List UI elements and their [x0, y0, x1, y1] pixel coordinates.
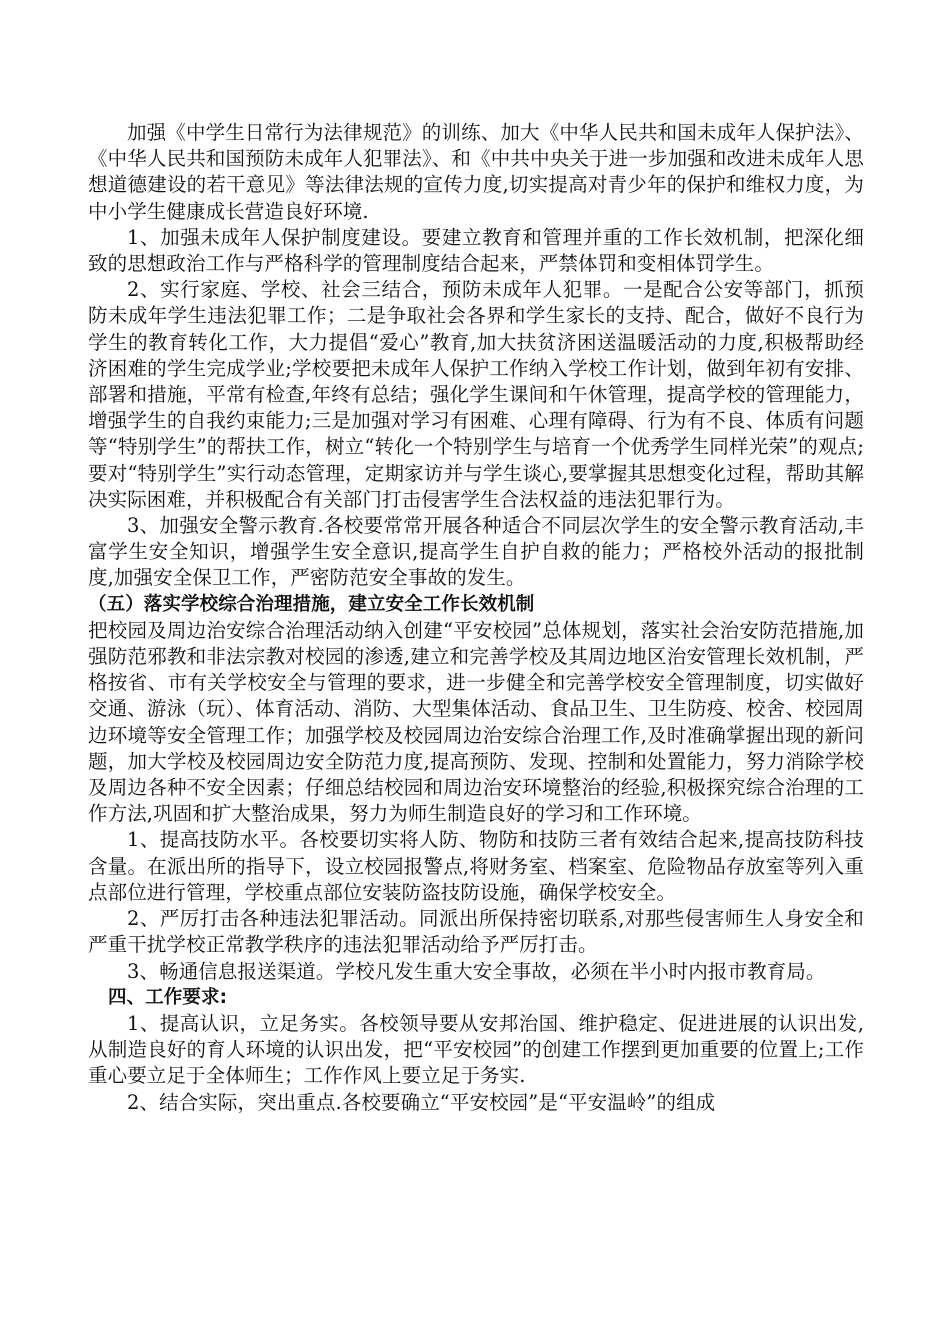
- paragraph-raise-awareness: 1、提高认识，立足务实。各校领导要从安邦治国、维护稳定、促进进展的认识出发,从制造良好的育人环境的认识出发，把“平安校园”的创建工作摆到更加重要的位置上;工作重心要立足于全体师生；工作作风上要立足于务实.: [88, 1011, 864, 1088]
- paragraph-crackdown: 2、严厉打击各种违法犯罪活动。同派出所保持密切联系,对那些侵害师生人身安全和严重干扰学校正常教学秩序的违法犯罪活动给予严厉打击。: [88, 907, 864, 957]
- paragraph-three-combination: 2、实行家庭、学校、社会三结合，预防未成年人犯罪。一是配合公安等部门，抓预防未成年学生违法犯罪工作；二是争取社会各界和学生家长的支持、配合，做好不良行为学生的教育转化工作，大力提倡“爱心”教育,加大扶贫济困送温暖活动的力度,积极帮助经济困难的学生完成学业;学校要把未成年人保护工作纳入学校工作计划，做到年初有安排、部署和措施，平常有检查,年终有总结；强化学生课间和午休管理，提高学校的管理能力，增强学生的自我约束能力;三是加强对学习有困难、心理有障碍、行为有不良、体质有问题等“特别学生”的帮扶工作，树立“转化一个特别学生与培育一个优秀学生同样光荣”的观点;要对“特别学生”实行动态管理，定期家访并与学生谈心,要掌握其思想变化过程，帮助其解决实际困难，并积极配合有关部门打击侵害学生合法权益的违法犯罪行为。: [88, 278, 864, 511]
- paragraph-campus-governance: 把校园及周边治安综合治理活动纳入创建“平安校园”总体规划，落实社会治安防范措施,加强防范邪教和非法宗教对校园的渗透,建立和完善学校及其周边地区治安管理长效机制，严格按省、市有关学校安全与管理的要求，进一步健全和完善学校安全管理制度，切实做好交通、游泳（玩）、体育活动、消防、大型集体活动、食品卫生、卫生防疫、校舍、校园周边环境等安全管理工作；加强学校及校园周边治安综合治理工作,及时准确掌握出现的新问题，加大学校及校园周边安全防范力度,提高预防、发现、控制和处置能力，努力消除学校及周边各种不安全因素；仔细总结校园和周边治安环境整治的经验,积极探究综合治理的工作方法,巩固和扩大整治成果，努力为师生制造良好的学习和工作环境。: [88, 618, 864, 826]
- section-heading-work-requirements: 四、工作要求:: [108, 986, 228, 1008]
- section-heading-comprehensive-governance: （五）落实学校综合治理措施，建立安全工作长效机制: [88, 593, 535, 615]
- paragraph-tech-defense: 1、提高技防水平。各校要切实将人防、物防和技防三者有效结合起来,提高技防科技含量。在派出所的指导下，设立校园报警点,将财务室、档案室、危险物品存放室等列入重点部位进行管理，学校重点部位安装防盗技防设施，确保学校安全。: [88, 828, 864, 904]
- paragraph-safety-warning: 3、加强安全警示教育.各校要常常开展各种适合不同层次学生的安全警示教育活动,丰富学生安全知识，增强学生安全意识,提高学生自护自救的能力；严格校外活动的报批制度,加强安全保卫工作，严密防范安全事故的发生。: [88, 514, 864, 590]
- document-page: [88, 120, 864, 1116]
- paragraph-focus-priorities: 2、结合实际，突出重点.各校要确立“平安校园”是“平安温岭”的组成: [127, 1090, 716, 1114]
- paragraph-protection-system: 1、加强未成年人保护制度建设。要建立教育和管理并重的工作长效机制，把深化细致的思想政治工作与严格科学的管理制度结合起来，严禁体罚和变相体罚学生。: [88, 225, 864, 276]
- paragraph-info-reporting: 3、畅通信息报送渠道。学校凡发生重大安全事故，必须在半小时内报市教育局。: [127, 959, 826, 983]
- paragraph-legal-publicity: 加强《中学生日常行为法律规范》的训练、加大《中华人民共和国未成年人保护法》、《中华人民共和国预防未成年人犯罪法》、和《中共中央关于进一步加强和改进未成年人思想道德建设的若干意见》等法律法规的宣传力度,切实提高对青少年的保护和维权力度，为中小学生健康成长营造良好环境.: [88, 121, 864, 223]
